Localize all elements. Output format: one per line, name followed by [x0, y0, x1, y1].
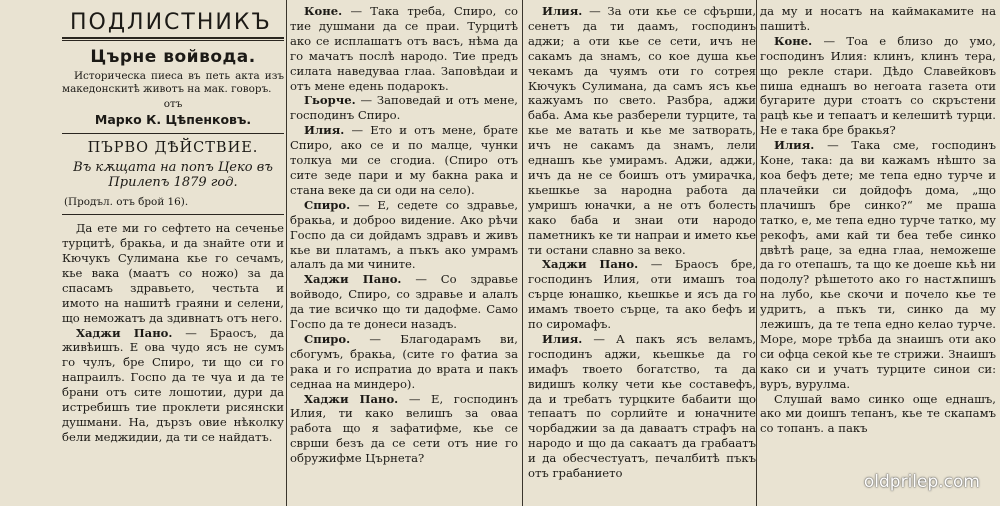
speaker-name: Хаджи Пано. [304, 391, 399, 406]
speaker-name: Спиро. [304, 197, 351, 212]
paragraph [528, 257, 756, 332]
paragraph [290, 4, 518, 93]
continued-note: (Продъл. отъ брой 16). [64, 196, 189, 209]
paragraph [528, 332, 756, 481]
paragraph: да му и носатъ на каймакамите на пашитѣ. [760, 4, 996, 33]
rule [62, 214, 284, 215]
speech-text: — Заповедай и отъ мене, господинъ Спиро. [290, 93, 518, 123]
speaker-name: Коне. [304, 4, 343, 18]
column-2 [290, 0, 518, 506]
speaker-name: Хаджи Пано. [304, 272, 402, 287]
speech-text: — Браосъ бре, господинъ Илия, оти имашъ тоа сърце юнашко, кьешкье и ясъ да го имамъ твоето сърце, та ако бефъ и по сиромафъ. [528, 257, 756, 332]
author-name: Марко К. Цѣпенковъ. [94, 112, 252, 128]
paragraph [760, 34, 996, 138]
column-rule [286, 0, 287, 506]
speech-text: — Тоа е близо до умо, господинъ Илия: клинъ, клинъ тера, що рекле стари. Дѣдо Славейковъ пиша еднашъ во негоата газета оти бугарите дури стоатъ со скръстени рацѣ кье и тепаатъ и келешитѣ турци. Не е така бре бракья? [760, 33, 996, 138]
paragraph [528, 4, 756, 257]
paragraph [290, 392, 518, 467]
speech-text: — Е, господинъ Илия, ти како велишъ за оваа работа що я зафатифме, кье се сврши безъ да се сети отъ ние го обружифме Църнета? [290, 391, 518, 466]
paragraph: Слушай вамо синко още еднашъ, ако ми доишъ тепанъ, кье те скапамъ со топанъ. а пакъ [760, 391, 996, 436]
speech-text: — Благодарамъ ви, сбогумъ, бракьа, (сите го фатиа за рака и го испратиа до врата и пакъ седнаа на миндеро). [290, 331, 518, 391]
paragraph [290, 198, 518, 273]
speaker-name: Илия. [542, 331, 583, 346]
column-4 [760, 0, 996, 506]
speaker-name: Гьорче. [304, 93, 356, 108]
feuilleton-header: ПОДЛИСТНИКЪ [70, 10, 272, 35]
speaker-name: Илия. [774, 138, 815, 153]
speech-text: — Со здравье войводо, Спиро, со здравье и алалъ да тие всичко що ти дадофме. Само Госпо да те донеси назадъ. [290, 272, 518, 332]
play-subtitle: Историческа пиеса въ петь акта изъ македонскитѣ животъ на мак. говоръ. [62, 70, 284, 95]
play-title: Църне войвода. [90, 47, 256, 67]
paragraph [760, 138, 996, 391]
speaker-name: Коне. [774, 33, 813, 48]
speech-text: — Е, седете со здравье, бракьа, и доброо видение. Ако рѣчи Госпо да си дойдамъ здравъ и живъ кье ви платамъ, а пъкъ ако умрамъ алалъ да ми чините. [290, 197, 518, 272]
speech-text: — Браосъ, да живѣишъ. Е ова чудо ясъ не сумъ го чулъ, бре Спиро, ти що си го напраилъ. Госпо да те чуа и да те брани отъ сите лошотии, дури да истребишъ тие проклети рисянски душмани. На, дързъ овие нѣколку бели меджидии, да ти се найдатъ. [62, 325, 284, 444]
speaker-name: Илия. [304, 123, 345, 138]
paragraph [290, 332, 518, 392]
column-1 [62, 0, 284, 506]
rule [62, 133, 284, 134]
speaker-name: Спиро. [304, 331, 351, 346]
speech-text: — А пакъ ясъ веламъ, господинъ аджи, кьешкье да го имафъ твоето богатство, та да видишъ колку чети кье составефъ, да и требатъ турцките бабаити що тепаатъ по сорлийте и юначните чорбаджии за да даваатъ страфъ на народо и що да сакаатъ да грабаатъ и да обесчестуатъ, печалбитѣ пъкъ отъ грабанието [528, 331, 756, 481]
speech-text: — Така сме, господинъ Коне, така: да ви кажамъ нѣшто за коа бефъ дете; ме тепа едно турче и плачейки си дойдофъ дома, „що плачишъ бре синко?“ ме праша татко, е, ме тепа едно турче татко, му рекофъ, ами кай ти беа тебе синко двѣтѣ раце, за една глаа, неможеше да го отепашъ, та що ке доеше кьѣ ни подолу? рѣшетото ако го настѫпишъ на лубо, кье скочи и почело кье те удритъ, а пъкъ ти, синко да му лежишъ, да те тепа едно келао турче. Море, море трѣба да знаишъ оти ако си офца секой кье те стрижи. Знаишъ како си и учатъ турците синои си: вуръ, вурулма. [760, 138, 996, 391]
paragraph: Да ете ми го сефтето на сеченье турцитѣ, бракьа, и да знайте оти и Кючукъ Сулимана кье го сечамъ, кье вака (маатъ со ножо) за да спасамъ здравьето, честьта и имото на нашитѣ граяни и селени, що неможатъ да здивнатъ отъ него. [62, 221, 284, 325]
double-rule [62, 37, 284, 41]
paragraph [290, 272, 518, 332]
column-rule [522, 0, 523, 506]
speech-text: — Ето и отъ мене, брате Спиро, ако се и по малце, чунки толкуа ми се сгодиа. (Спиро отъ сите зеде пари и му бакна рака и стана веке да си оди на село). [290, 123, 518, 197]
column-rule [756, 0, 757, 506]
watermark: oldprilep.com [863, 472, 980, 492]
speech-text: — Така треба, Спиро, со тие душмани да се праи. Турцитѣ ако се исплашатъ отъ васъ, нѣма да го мачатъ послѣ народо. Тие предъ силата наведуваа глаа. Заповѣдаи и отъ мене едень подарокъ. [290, 4, 518, 93]
by-line: отъ [163, 98, 183, 111]
column-3 [528, 0, 756, 506]
act-heading: ПЪРВО ДѢЙСТВИЕ. [87, 140, 259, 157]
paragraph [290, 93, 518, 123]
speaker-name: Хаджи Пано. [542, 257, 639, 272]
speech-text: — За оти кье се сфърши, сенетъ да ти даамъ, господинъ аджи; а оти кье се сети, ичъ не сакамъ да знамъ, со кое душа кье чекамъ да чуямъ оти го сотрея Кючукъ Сулимана, да самъ ясъ кье кажуамъ по свето. Разбра, аджи баба. Ама кье разберели турците, та кье ме ватать и кье ме затворать, ичъ не сакамъ да знамъ, лели еднашъ кье умирамъ. Аджи, аджи, ичъ да не се боишъ отъ умирачка, кьешкье за народна работа да умришъ юначки, а не отъ болесть како баба и знаи оти народо паметникъ ке ти напраи и името кье ти остани славно за веко. [528, 4, 756, 257]
speaker-name: Илия. [542, 4, 583, 18]
paragraph [290, 123, 518, 198]
scene-place: Въ кѫщата на попъ Цеко въ Прилепъ 1879 год. [73, 160, 273, 191]
paragraph [62, 326, 284, 445]
speaker-name: Хаджи Пано. [76, 325, 173, 340]
